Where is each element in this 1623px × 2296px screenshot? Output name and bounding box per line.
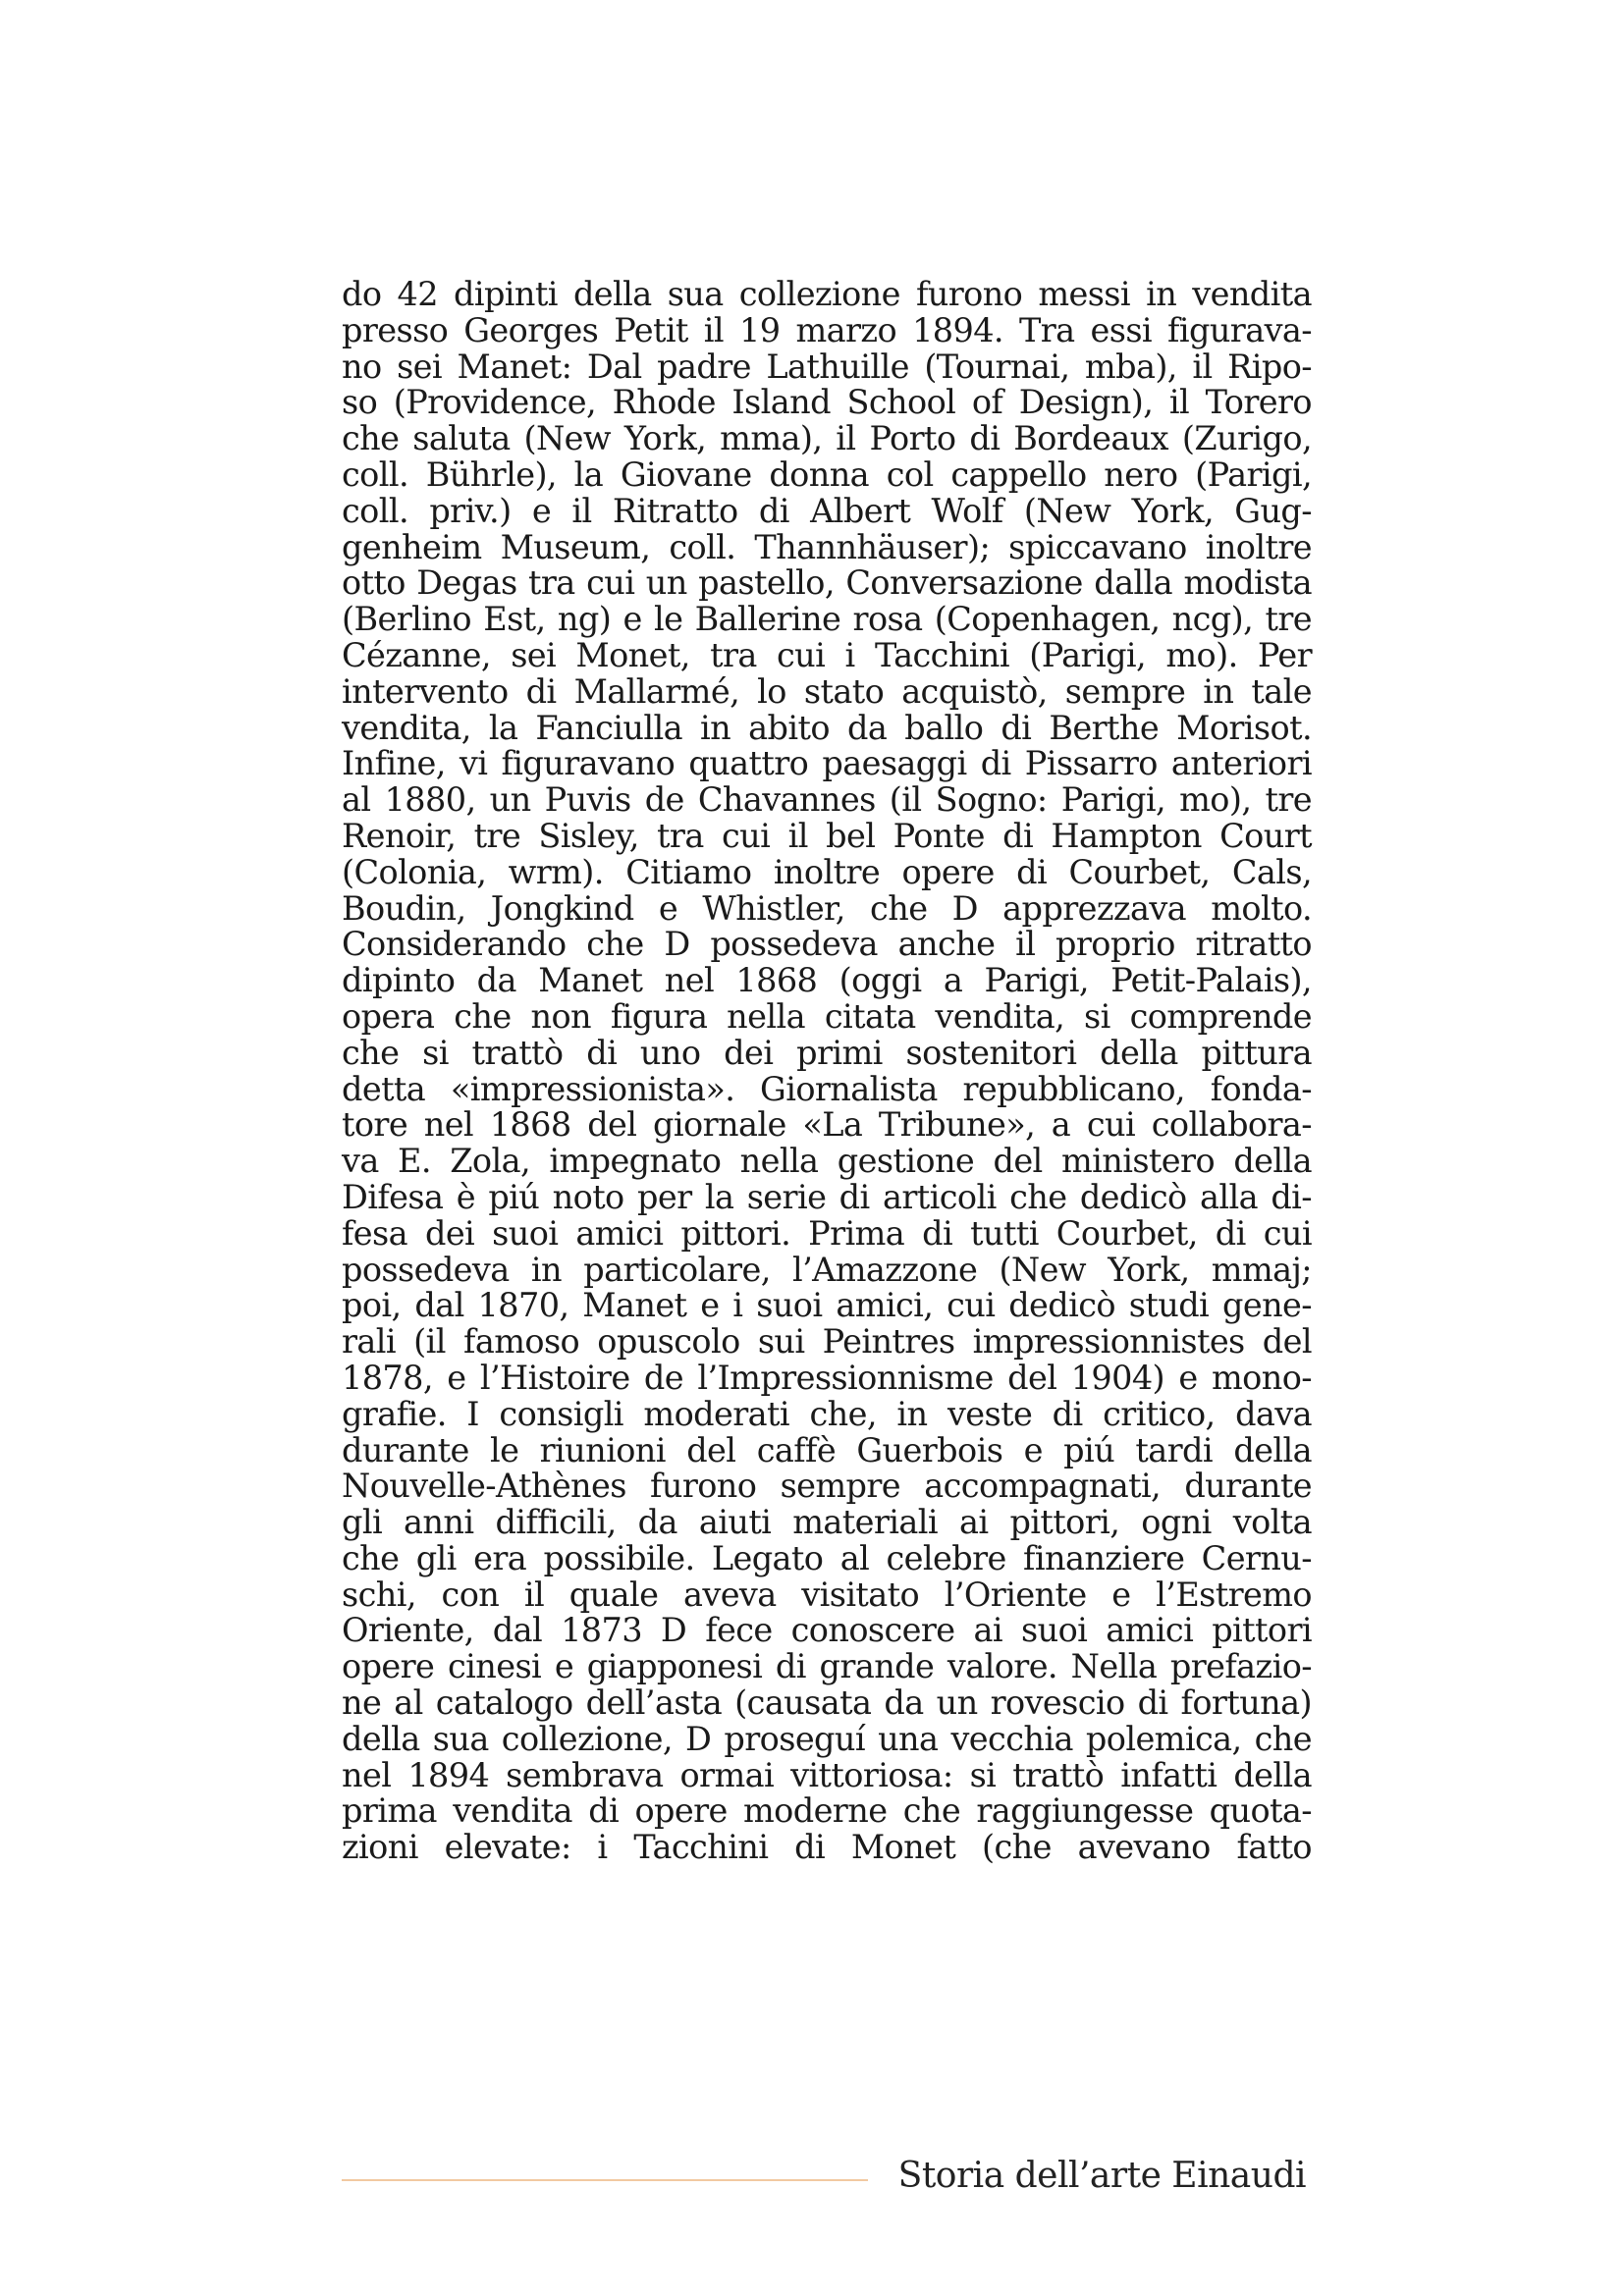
text-line: (Berlino Est, ng) e le Ballerine rosa (Copenhagen, ncg), tre: [342, 600, 1312, 639]
text-line: otto Degas tra cui un pastello, Conversazione dalla modista: [342, 563, 1312, 603]
text-line: dipinto da Manet nel 1868 (oggi a Parigi, Petit-Palais),: [342, 961, 1312, 1000]
text-line: presso Georges Petit il 19 marzo 1894. Tra essi figurava-: [342, 310, 1312, 349]
text-line: che gli era possibile. Legato al celebre finanziere Cernu-: [342, 1538, 1312, 1577]
text-line: prima vendita di opere moderne che raggiungesse quota-: [342, 1791, 1312, 1831]
text-line: 1878, e l’Histoire de l’Impressionnisme del 1904) e mono-: [342, 1358, 1312, 1397]
text-line: Nouvelle-Athènes furono sempre accompagnati, durante: [342, 1467, 1312, 1506]
text-line: che si trattò di uno dei primi sostenitori della pittura: [342, 1033, 1312, 1072]
text-line: do 42 dipinti della sua collezione furono messi in vendita: [342, 275, 1312, 313]
text-line: schi, con il quale aveva visitato l’Oriente e l’Estremo: [342, 1575, 1312, 1614]
body-text: [342, 277, 1312, 1866]
text-line: della sua collezione, D proseguí una vecchia polemica, che: [342, 1719, 1312, 1758]
text-line: genheim Museum, coll. Thannhäuser); spiccavano inoltre: [342, 527, 1312, 566]
text-line: Considerando che D possedeva anche il proprio ritratto: [342, 925, 1312, 964]
text-line: vendita, la Fanciulla in abito da ballo di Berthe Morisot.: [342, 708, 1312, 747]
text-line: no sei Manet: Dal padre Lathuille (Tournai, mba), il Ripo-: [342, 347, 1312, 386]
text-line: al 1880, un Puvis de Chavannes (il Sogno: Parigi, mo), tre: [342, 780, 1312, 820]
text-line: tore nel 1868 del giornale «La Tribune», a cui collabora-: [342, 1105, 1312, 1145]
text-line: poi, dal 1870, Manet e i suoi amici, cui dedicò studi gene-: [342, 1286, 1312, 1325]
text-line: detta «impressionista». Giornalista repubblicano, fonda-: [342, 1069, 1312, 1108]
text-line: nel 1894 sembrava ormai vittoriosa: si trattò infatti della: [342, 1755, 1312, 1794]
footer-rule: [342, 2179, 868, 2181]
text-line: intervento di Mallarmé, lo stato acquistò, sempre in tale: [342, 671, 1312, 711]
text-line: gli anni difficili, da aiuti materiali ai pittori, ogni volta: [342, 1503, 1312, 1542]
text-line: Renoir, tre Sisley, tra cui il bel Ponte di Hampton Court: [342, 816, 1312, 855]
text-line: Boudin, Jongkind e Whistler, che D apprezzava molto.: [342, 888, 1312, 928]
text-line: fesa dei suoi amici pittori. Prima di tutti Courbet, di cui: [342, 1213, 1312, 1253]
text-line: (Colonia, wrm). Citiamo inoltre opere di Courbet, Cals,: [342, 852, 1312, 891]
text-line: va E. Zola, impegnato nella gestione del ministero della: [342, 1142, 1312, 1181]
text-line: Infine, vi figuravano quattro paesaggi di Pissarro anteriori: [342, 744, 1312, 783]
text-line: coll. priv.) e il Ritratto di Albert Wolf (New York, Gug-: [342, 491, 1312, 530]
text-line: Cézanne, sei Monet, tra cui i Tacchini (Parigi, mo). Per: [342, 635, 1312, 674]
text-line: durante le riunioni del caffè Guerbois e piú tardi della: [342, 1430, 1312, 1469]
text-line: possedeva in particolare, l’Amazzone (New York, mmaj;: [342, 1250, 1312, 1289]
text-line: opera che non figura nella citata vendita, si comprende: [342, 996, 1312, 1036]
text-line: rali (il famoso opuscolo sui Peintres impressionnistes del: [342, 1322, 1312, 1362]
text-line: ne al catalogo dell’asta (causata da un rovescio di fortuna): [342, 1683, 1312, 1723]
text-line: che saluta (New York, mma), il Porto di Bordeaux (Zurigo,: [342, 419, 1312, 458]
text-line: zioni elevate: i Tacchini di Monet (che avevano fatto: [342, 1828, 1312, 1867]
text-line: Difesa è piú noto per la serie di articoli che dedicò alla di-: [342, 1177, 1312, 1216]
text-line: opere cinesi e giapponesi di grande valore. Nella prefazio-: [342, 1647, 1312, 1686]
text-line: grafie. I consigli moderati che, in veste di critico, dava: [342, 1394, 1312, 1433]
text-line: Oriente, dal 1873 D fece conoscere ai suoi amici pittori: [342, 1611, 1312, 1650]
text-line: coll. Bührle), la Giovane donna col cappello nero (Parigi,: [342, 454, 1312, 494]
footer-title: Storia dell’arte Einaudi: [897, 2156, 1306, 2196]
text-line: so (Providence, Rhode Island School of Design), il Torero: [342, 383, 1312, 422]
